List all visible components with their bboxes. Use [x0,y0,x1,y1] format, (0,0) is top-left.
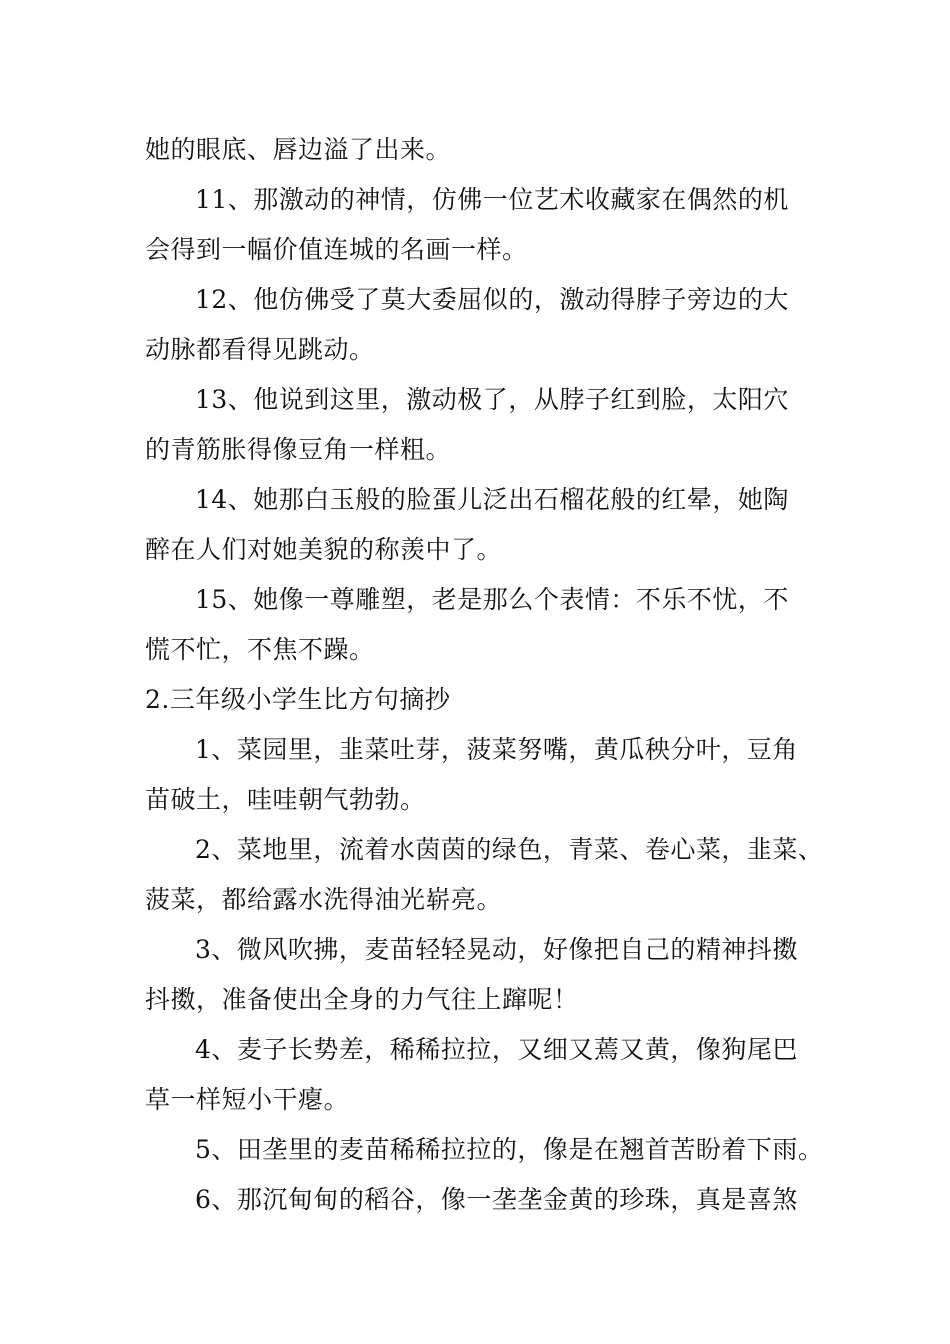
text-line: 11、那激动的神情，仿佛一位艺术收藏家在偶然的机 [195,185,789,214]
text-line: 菠菜，都给露水洗得油光崭亮。 [145,885,503,914]
text-line: 动脉都看得见跳动。 [145,335,375,364]
text-line: 12、他仿佛受了莫大委屈似的，激动得脖子旁边的大 [195,285,789,314]
text-line: 抖擞，准备使出全身的力气往上蹿呢！ [145,985,579,1014]
text-line: 2、菜地里，流着水茵茵的绿色，青菜、卷心菜，韭菜、 [195,835,824,864]
text-line: 草一样短小干瘪。 [145,1085,350,1114]
text-line: 1、菜园里，韭菜吐芽，菠菜努嘴，黄瓜秧分叶，豆角 [195,735,798,764]
text-line: 3、微风吹拂，麦苗轻轻晃动，好像把自己的精神抖擞 [195,935,798,964]
text-line: 15、她像一尊雕塑，老是那么个表情：不乐不忧，不 [195,585,789,614]
text-line: 14、她那白玉般的脸蛋儿泛出石榴花般的红晕，她陶 [195,485,789,514]
text-line: 13、他说到这里，激动极了，从脖子红到脸，太阳穴 [195,385,789,414]
section-heading: 2.三年级小学生比方句摘抄 [145,685,451,714]
text-line: 的青筋胀得像豆角一样粗。 [145,435,452,464]
text-line: 5、田垄里的麦苗稀稀拉拉的，像是在翘首苦盼着下雨。 [195,1135,824,1164]
text-line: 4、麦子长势差，稀稀拉拉，又细又蔫又黄，像狗尾巴 [195,1035,798,1064]
text-line: 她的眼底、唇边溢了出来。 [145,135,452,164]
text-line: 会得到一幅价值连城的名画一样。 [145,235,528,264]
text-line: 醉在人们对她美貌的称羡中了。 [145,535,503,564]
text-line: 6、那沉甸甸的稻谷，像一垄垄金黄的珍珠，真是喜煞 [195,1185,798,1214]
text-line: 慌不忙，不焦不躁。 [145,635,375,664]
text-line: 苗破土，哇哇朝气勃勃。 [145,785,426,814]
